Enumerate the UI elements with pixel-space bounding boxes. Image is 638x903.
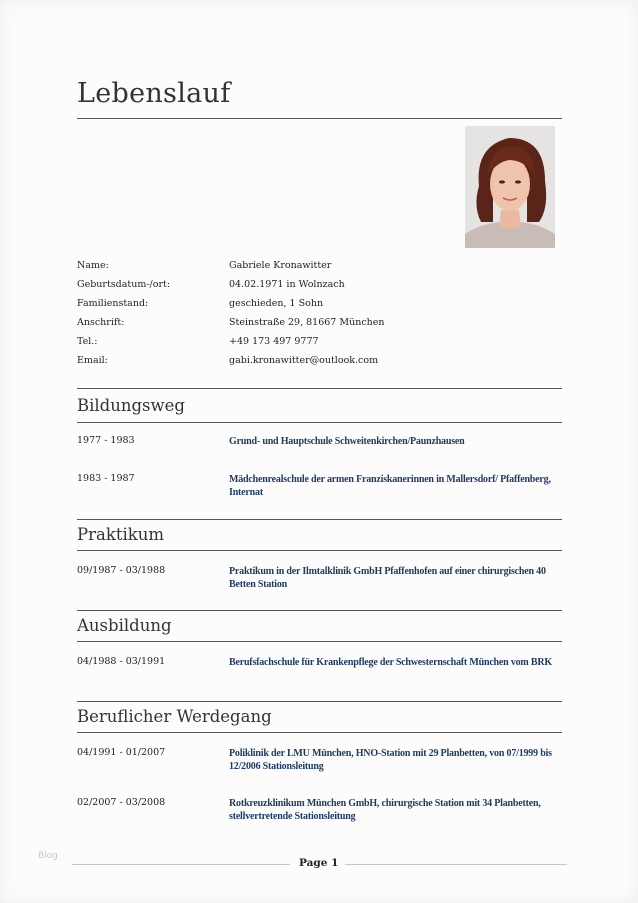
info-value: Gabriele Kronawitter (229, 260, 332, 271)
section-rule (77, 422, 562, 423)
footer-rule-right (345, 864, 567, 865)
section-title-praktikum: Praktikum (77, 525, 165, 544)
entry-description: Berufsfachschule für Krankenpflege der Schwesternschaft München vom BRK (229, 657, 552, 668)
entry-description: Mädchenrealschule der armen Franziskanerinnen in Mallersdorf/ Pfaffenberg, Internat (229, 474, 551, 498)
page-title: Lebenslauf (77, 78, 231, 109)
info-row-birth (77, 279, 557, 298)
info-row-email (77, 355, 557, 374)
entry-description: Grund- und Hauptschule Schweitenkirchen/Paunzhausen (229, 436, 465, 447)
info-row-phone (77, 336, 557, 355)
entry-date: 1977 - 1983 (77, 435, 135, 446)
entry-date: 09/1987 - 03/1988 (77, 565, 166, 576)
section-rule (77, 641, 562, 642)
info-value: +49 173 497 9777 (229, 336, 319, 347)
section-title-ausbildung: Ausbildung (77, 616, 172, 635)
page-number: Page 1 (299, 857, 339, 869)
entry-description: Rotkreuzklinikum München GmbH, chirurgische Station mit 34 Planbetten, stellvertretende Stationsleitung (229, 798, 541, 822)
entry-date: 04/1991 - 01/2007 (77, 747, 166, 758)
section-rule (77, 550, 562, 551)
section-rule (77, 519, 562, 520)
entry-description: Poliklinik der LMU München, HNO-Station mit 29 Planbetten, von 07/1999 bis 12/2006 Stationsleitung (229, 748, 552, 772)
watermark: Blog (38, 851, 58, 861)
title-rule (77, 118, 562, 119)
info-label: Anschrift: (77, 317, 125, 328)
entry-row (77, 473, 562, 499)
info-label: Name: (77, 260, 109, 271)
info-value: geschieden, 1 Sohn (229, 298, 324, 309)
entry-description: Praktikum in der Ilmtalklinik GmbH Pfaffenhofen auf einer chirurgischen 40 Betten Station (229, 566, 546, 590)
info-label: Email: (77, 355, 108, 366)
info-label: Geburtsdatum-/ort: (77, 279, 171, 290)
entry-row (77, 435, 562, 448)
entry-date: 02/2007 - 03/2008 (77, 797, 166, 808)
section-title-bildungsweg: Bildungsweg (77, 396, 185, 415)
section-rule (77, 610, 562, 611)
entry-row (77, 797, 562, 823)
info-value: gabi.kronawitter@outlook.com (229, 355, 379, 366)
portrait-photo (465, 126, 555, 248)
info-value: Steinstraße 29, 81667 München (229, 317, 385, 328)
personal-info (77, 260, 557, 374)
section-title-werdegang: Beruflicher Werdegang (77, 707, 272, 726)
entry-row (77, 747, 562, 773)
entry-date: 04/1988 - 03/1991 (77, 656, 166, 667)
info-label: Tel.: (77, 336, 98, 347)
section-rule (77, 388, 562, 389)
info-value: 04.02.1971 in Wolnzach (229, 279, 345, 290)
info-row-marital (77, 298, 557, 317)
info-row-name (77, 260, 557, 279)
section-rule (77, 732, 562, 733)
info-row-address (77, 317, 557, 336)
footer-rule-left (72, 864, 290, 865)
entry-row (77, 565, 562, 591)
section-rule (77, 701, 562, 702)
info-label: Familienstand: (77, 298, 149, 309)
entry-date: 1983 - 1987 (77, 473, 135, 484)
entry-row (77, 656, 562, 669)
